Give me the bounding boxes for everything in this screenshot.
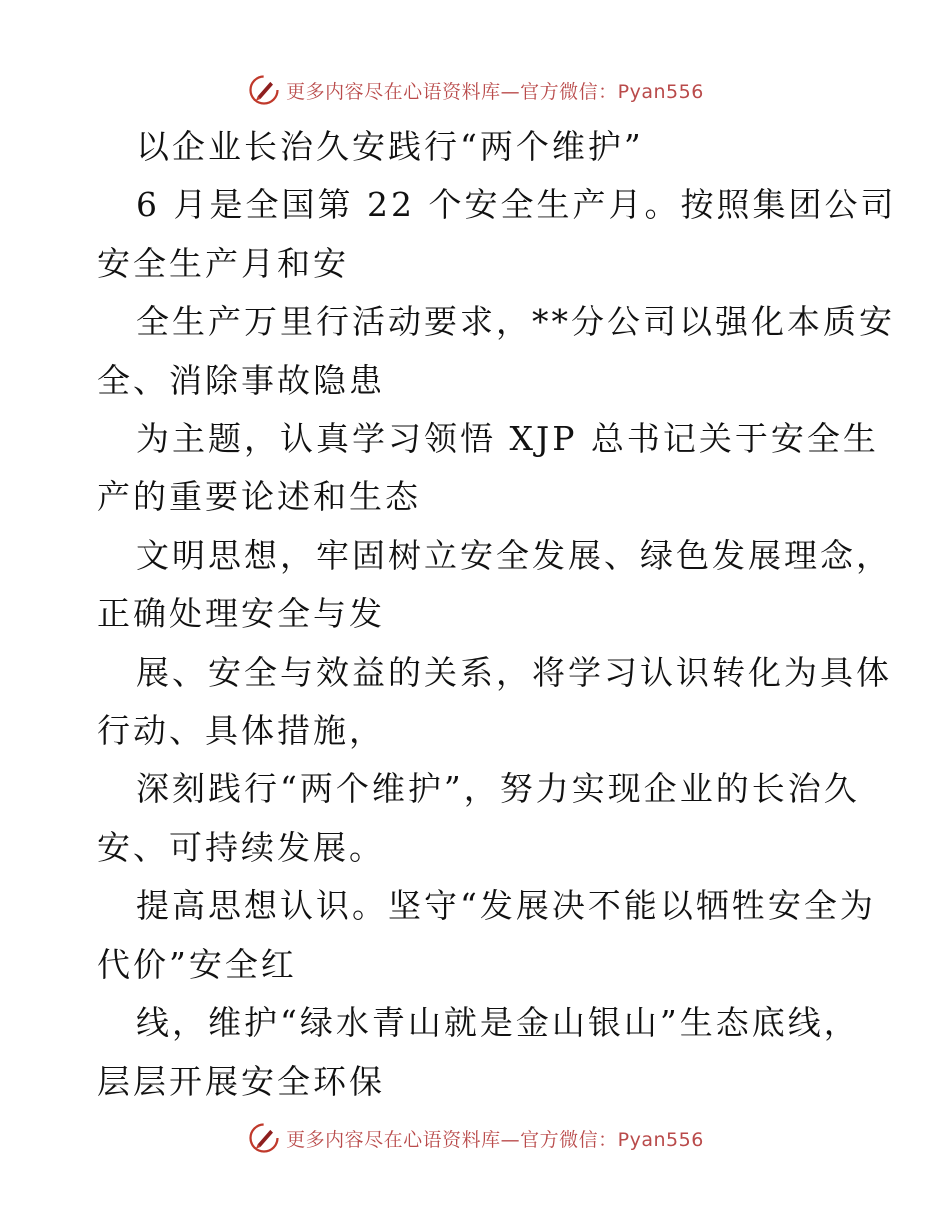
paragraph-line: 文明思想，牢固树立安全发展、绿色发展理念， (136, 535, 892, 575)
paragraph-line: 提高思想认识。坚守“发展决不能以牺牲安全为 (136, 886, 876, 926)
paragraph (0, 527, 950, 644)
paragraph-line: 展、安全与效益的关系，将学习认识转化为具体 (136, 652, 892, 692)
paragraph (0, 293, 950, 410)
watermark-text: 更多内容尽在心语资料库—官方微信：Pyan556 (286, 1128, 704, 1151)
document-body (0, 118, 950, 1111)
paragraph (0, 176, 950, 293)
paragraph (0, 644, 950, 761)
document-title: 以企业长治久安践行“两个维护” (136, 127, 644, 166)
paragraph-line: 产的重要论述和生态 (97, 477, 421, 517)
paragraph (0, 994, 950, 1111)
paragraph-list (0, 176, 950, 1111)
paragraph-line: 行动、具体措施， (97, 711, 385, 751)
footer-watermark (0, 1118, 950, 1158)
pen-logo-icon (246, 1120, 282, 1156)
paragraph-line: 深刻践行“两个维护”，努力实现企业的长治久 (136, 769, 860, 809)
paragraph (0, 410, 950, 527)
paragraph (0, 760, 950, 877)
header-watermark (0, 70, 950, 110)
paragraph-line: 全、消除事故隐患 (97, 360, 385, 400)
paragraph-line: 代价”安全红 (97, 944, 297, 984)
paragraph-line: 全生产万里行活动要求，**分公司以强化本质安 (136, 302, 895, 342)
paragraph-line: 安、可持续发展。 (97, 827, 385, 867)
paragraph-line: 安全生产月和安 (97, 243, 349, 283)
pen-logo-icon (246, 72, 282, 108)
paragraph-line: 正确处理安全与发 (97, 594, 385, 634)
paragraph (0, 877, 950, 994)
paragraph-line: 线，维护“绿水青山就是金山银山”生态底线， (136, 1003, 860, 1043)
paragraph-line: 6 月是全国第 22 个安全生产月。按照集团公司 (136, 185, 897, 225)
paragraph-line: 为主题，认真学习领悟 XJP 总书记关于安全生 (136, 419, 879, 459)
paragraph-line: 层层开展安全环保 (97, 1061, 385, 1101)
watermark-text: 更多内容尽在心语资料库—官方微信：Pyan556 (286, 80, 704, 103)
